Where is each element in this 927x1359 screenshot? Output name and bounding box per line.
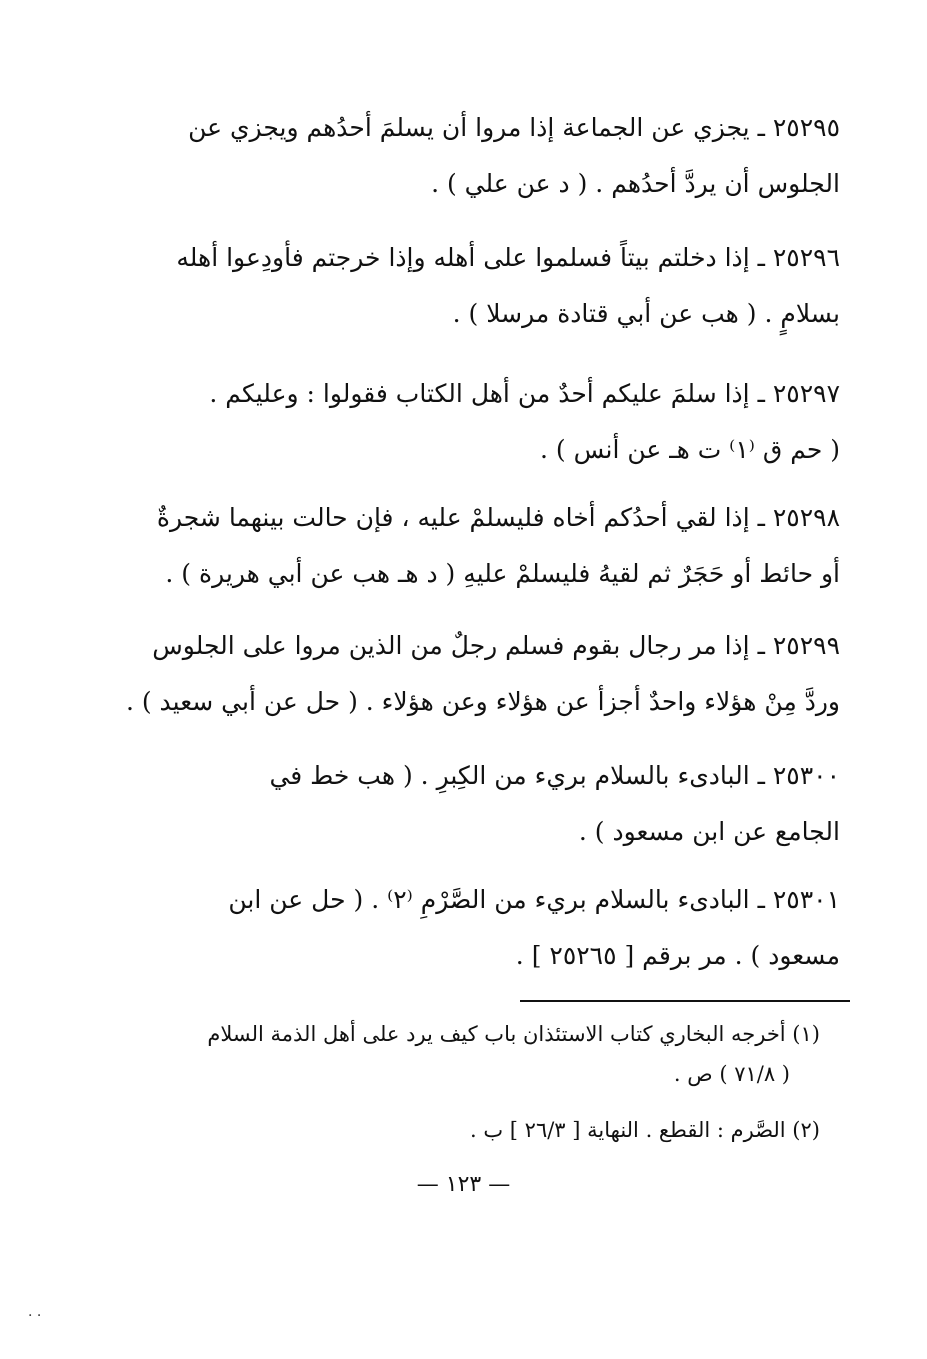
entry-line: ٢٥٣٠٠ ـ البادىء بالسلام بريء من الكِبرِ . ( هب خط في bbox=[269, 761, 840, 790]
hadith-entry-25301 bbox=[140, 872, 840, 984]
footnote-line: (٢) الصَّرم : القطع . النهاية [ ٢٦/٣ ] ب . bbox=[470, 1118, 820, 1142]
hadith-entry-25300 bbox=[140, 748, 840, 860]
hadith-entry-25298 bbox=[140, 490, 840, 602]
entry-line: بسلامٍ . ( هب عن أبي قتادة مرسلا ) . bbox=[452, 299, 840, 328]
footnote-separator bbox=[520, 1000, 850, 1002]
entry-line: ( حم ق ⁽١⁾ ت هـ عن أنس ) . bbox=[540, 435, 840, 464]
entry-line: وردَّ مِنْ هؤلاء واحدٌ أجزأ عن هؤلاء وعن هؤلاء . ( حل عن أبي سعيد ) . bbox=[125, 687, 840, 716]
footnote-1 bbox=[140, 1014, 820, 1094]
entry-line: ٢٥٢٩٧ ـ إذا سلمَ عليكم أحدٌ من أهل الكتاب فقولوا : وعليكم . bbox=[209, 379, 840, 408]
entry-line: ٢٥٢٩٨ ـ إذا لقي أحدُكم أخاه فليسلمْ عليه ، فإن حالت بينهما شجرةٌ bbox=[156, 503, 840, 532]
footnote-line: ( ٧١/٨ ) ص . bbox=[673, 1062, 790, 1086]
hadith-entry-25299 bbox=[125, 618, 840, 730]
entry-line: الجلوس أن يردَّ أحدُهم . ( د عن علي ) . bbox=[431, 169, 840, 198]
entry-line: ٢٥٢٩٥ ـ يجزي عن الجماعة إذا مروا أن يسلمَ أحدُهم ويجزي عن bbox=[188, 113, 840, 142]
hadith-entry-25296 bbox=[140, 230, 840, 342]
entry-line: مسعود ) . مر برقم [ ٢٥٢٦٥ ] . bbox=[515, 941, 840, 970]
footnote-line: (١) أخرجه البخاري كتاب الاستئذان باب كيف يرد على أهل الذمة السلام bbox=[207, 1022, 820, 1046]
page-number: — ١٢٣ — bbox=[416, 1172, 511, 1197]
entry-line: ٢٥٢٩٩ ـ إذا مر رجال بقوم فسلم رجلٌ من الذين مروا على الجلوس bbox=[152, 631, 840, 660]
entry-line: أو حائط أو حَجَرٌ ثم لقيهُ فليسلمْ عليهِ ( د هـ هب عن أبي هريرة ) . bbox=[165, 559, 840, 588]
scan-speck-decoration: · · bbox=[28, 1308, 42, 1324]
hadith-entry-25297 bbox=[140, 366, 840, 478]
footnote-2 bbox=[140, 1110, 820, 1150]
hadith-entry-25295 bbox=[140, 100, 840, 212]
entry-line: ٢٥٢٩٦ ـ إذا دخلتم بيتاً فسلموا على أهله وإذا خرجتم فأودِعوا أهله bbox=[176, 243, 840, 272]
entry-line: الجامع عن ابن مسعود ) . bbox=[578, 817, 840, 846]
entry-line: ٢٥٣٠١ ـ البادىء بالسلام بريء من الصَّرْمِ ⁽٢⁾ . ( حل عن ابن bbox=[228, 885, 840, 914]
